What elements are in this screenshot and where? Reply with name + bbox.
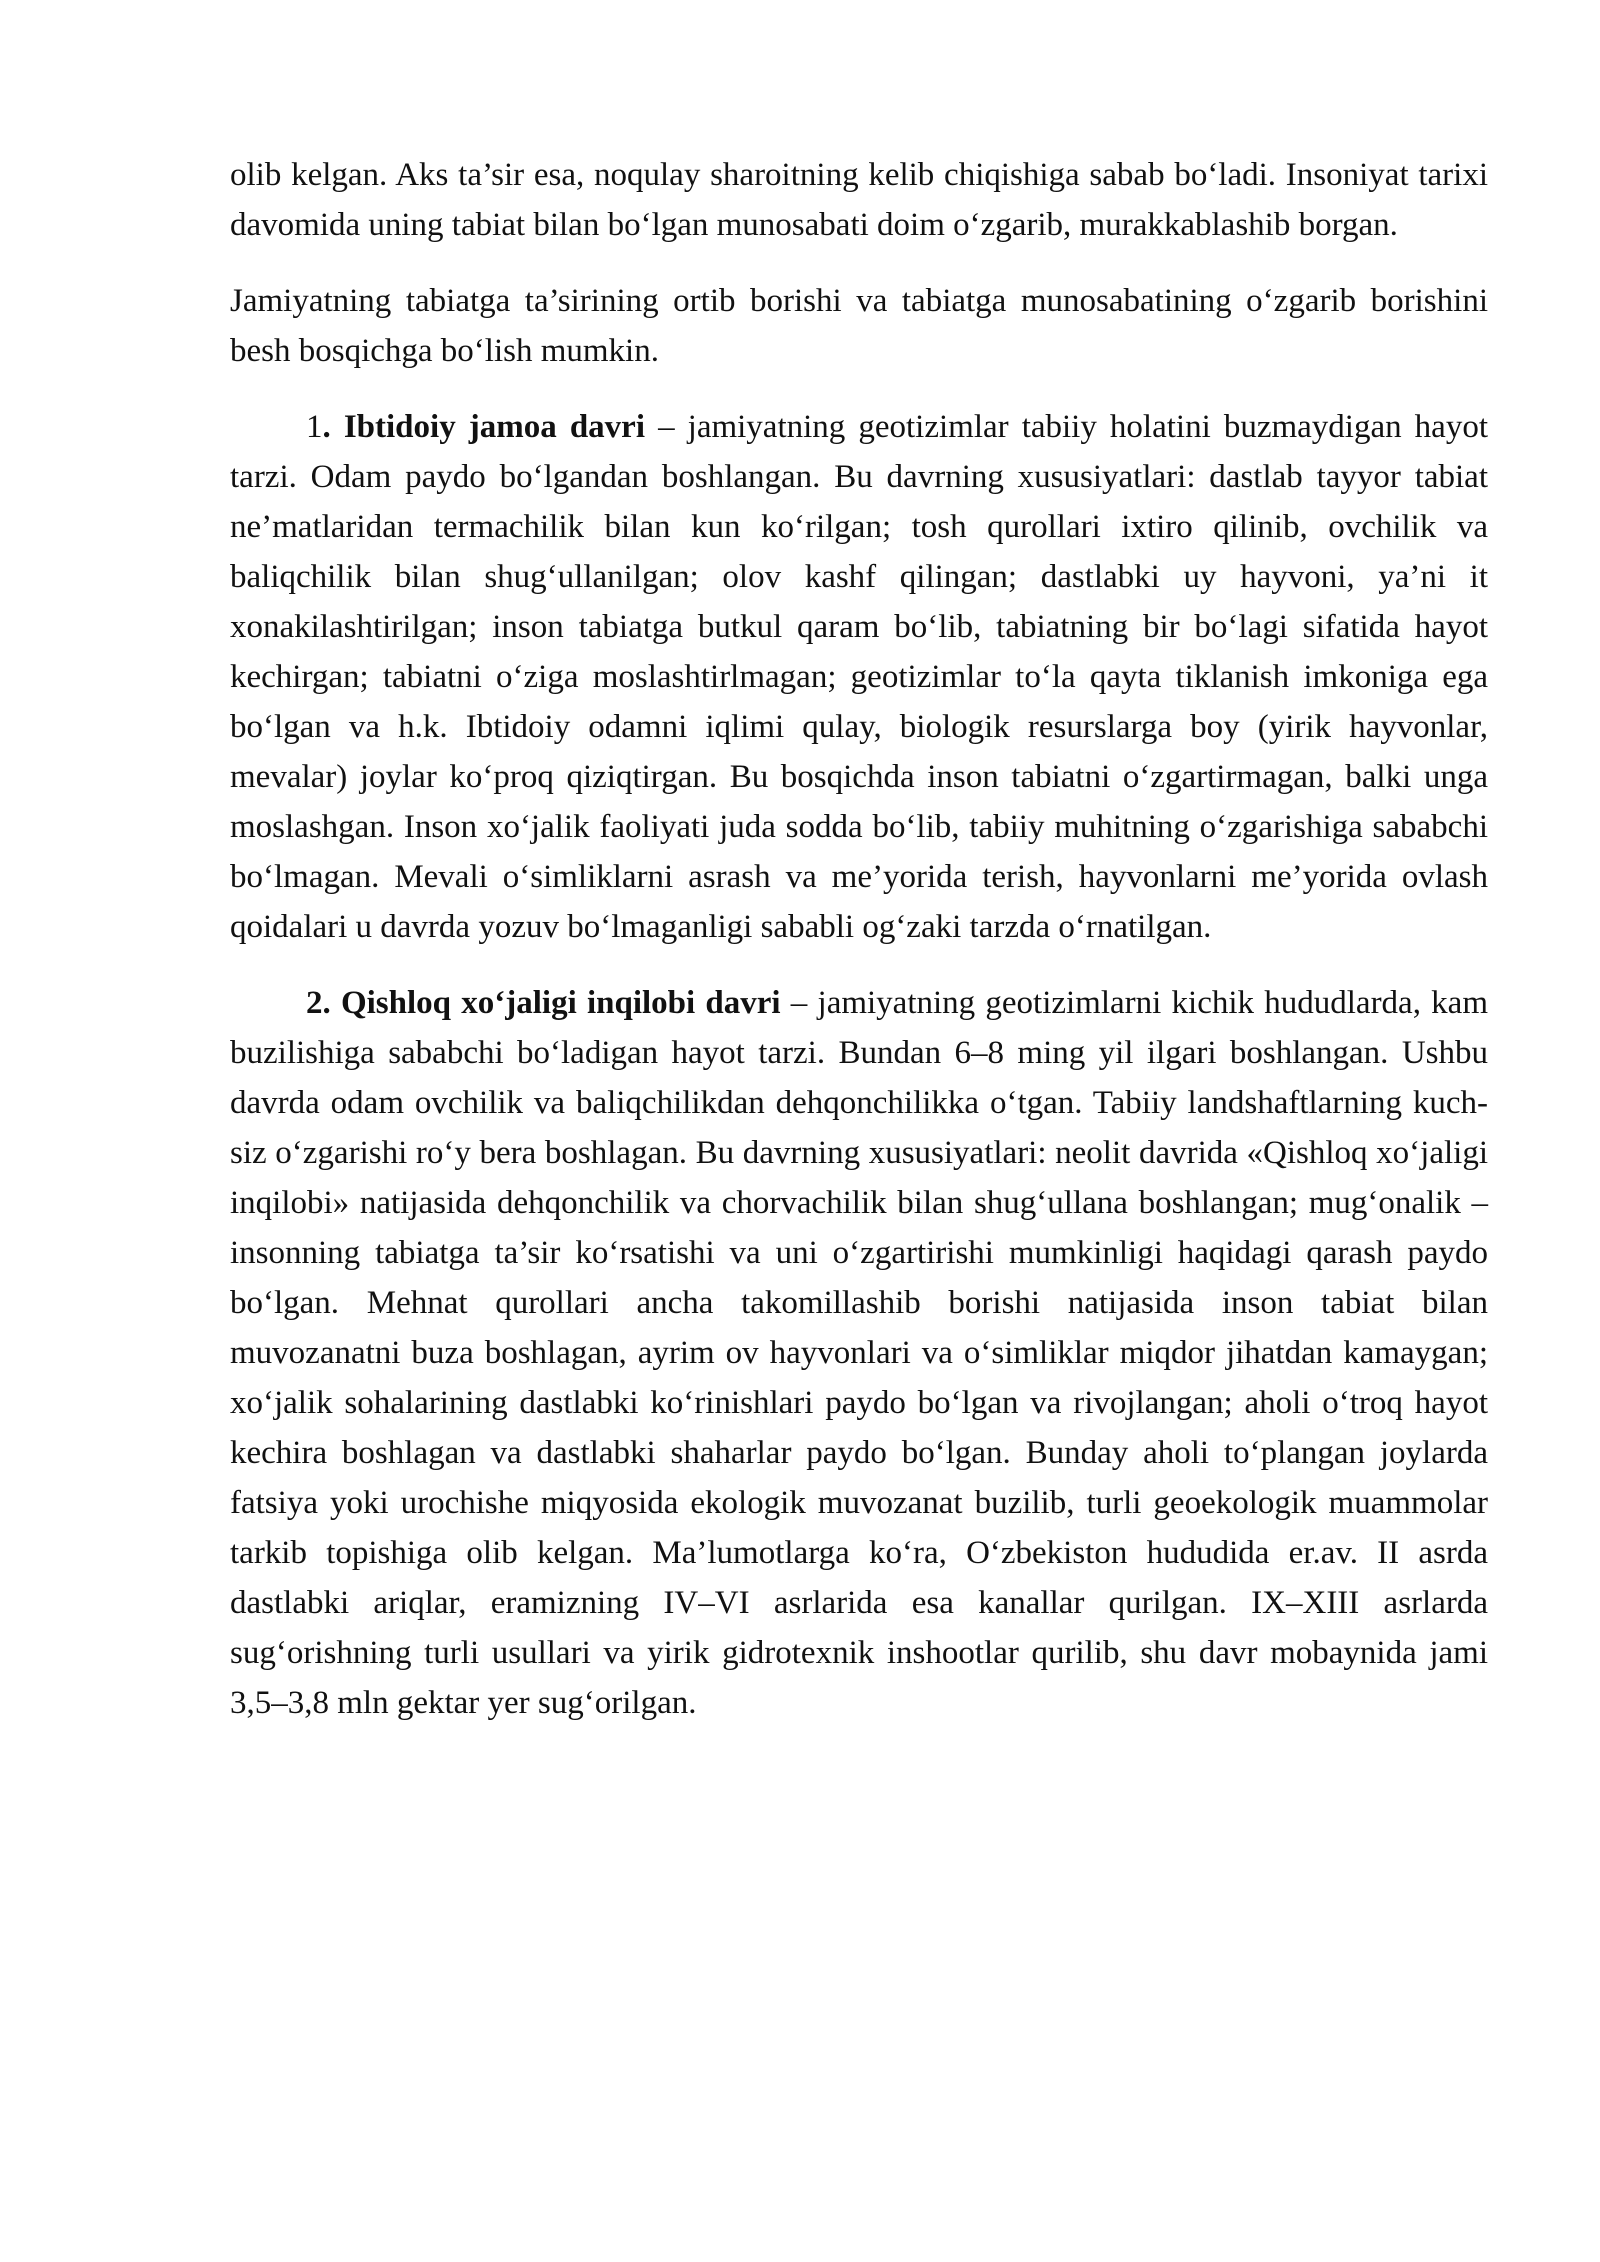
paragraph-intro-continuation: olib kelgan. Aks ta’sir esa, noqulay sharoitning kelib chiqishiga sabab bo‘ladi. Insoniyat tarixi davomida uning tabiat bilan bo‘lgan munosabati doim o‘zgarib, murakkablashib borgan.: [230, 157, 1488, 243]
stage-1-number: 1: [306, 409, 323, 445]
stage-1-body: – jamiyatning geotizimlar tabiiy holatini buzmaydigan hayot tarzi. Odam paydo bo‘lgandan boshlangan. Bu davrning xususiyatlari: dastlab tayyor tabiat ne’matlaridan termachilik bilan kun ko‘rilgan; tosh qurollari ixtiro qilinib, ovchilik va baliqchilik bilan shug‘ullanilgan; olov kashf qilingan; dastlabki uy hayvoni, ya’ni it xonakilashtirilgan; inson tabiatga butkul qaram bo‘lib, tabiatning bir bo‘lagi sifatida hayot kechirgan; tabiatni o‘ziga moslashtirlmagan; geotizimlar to‘la qayta tiklanish imkoniga ega bo‘lgan va h.k. Ibtidoiy odamni iqlimi qulay, biologik resurslarga boy (yirik hayvonlar, mevalar) joylar ko‘proq qiziqtirgan. Bu bosqichda inson tabiatni o‘zgartirmagan, balki unga moslashgan. Inson xo‘jalik faoliyati juda sodda bo‘lib, tabiiy muhitning o‘zgarishiga sababchi bo‘lmagan. Mevali o‘simliklarni asrash va me’yorida terish, hayvonlarni me’yorida ovlash qoidalari u davrda yozuv bo‘lmaganligi sababli og‘zaki tarzda o‘rnatilgan.: [230, 409, 1488, 945]
stage-1-heading: . Ibtidoiy jamoa davri: [322, 409, 645, 445]
stage-2-body: – jamiyatning geotizimlarni kichik hududlarda, kam buzilishiga sababchi bo‘ladigan hayot tarzi. Bundan 6–8 ming yil ilgari boshlangan. Ushbu davrda odam ovchilik va baliqchilikdan dehqonchilikka o‘tgan. Tabiiy landshaftlarning kuch- siz o‘zgarishi ro‘y bera boshlagan. Bu davrning xususiyatlari: neolit davrida «Qishloq xo‘jaligi inqilobi» natijasida dehqonchilik va chorvachilik bilan shug‘ullana boshlangan; mug‘onalik – insonning tabiatga ta’sir ko‘rsatishi va uni o‘zgartirishi mumkinligi haqidagi qarash paydo bo‘lgan. Mehnat qurollari ancha takomillashib borishi natijasida inson tabiat bilan muvozanatni buza boshlagan, ayrim ov hayvonlari va o‘simliklar miqdor jihatdan kamaygan; xo‘jalik sohalarining dastlabki ko‘rinishlari paydo bo‘lgan va rivojlangan; aholi o‘troq hayot kechira boshlagan va dastlabki shaharlar paydo bo‘lgan. Bunday aholi to‘plangan joylarda fatsiya yoki urochishe miqyosida ekologik muvozanat buzilib, turli geoekologik muammolar tarkib topishiga olib kelgan. Ma’lumotlarga ko‘ra, O‘zbekiston hududida er.av. II asrda dastlabki ariqlar, eramizning IV–VI asrlarida esa kanallar qurilgan. IX–XIII asrlarda sug‘orishning turli usullari va yirik gidrotexnik inshootlar qurilib, shu davr mobaynida jami 3,5–3,8 mln gektar yer sug‘orilgan.: [230, 985, 1488, 1721]
document-page: [230, 150, 1488, 1754]
stage-2-heading: 2. Qishloq xo‘jaligi inqilobi davri: [306, 985, 781, 1021]
paragraph-five-stages: Jamiyatning tabiatga ta’sirining ortib borishi va tabiatga munosabatining o‘zgarib borishini besh bosqichga bo‘lish mumkin.: [230, 283, 1488, 369]
paragraph-stage-2: [230, 978, 1488, 1728]
paragraph-stage-1: [230, 402, 1488, 952]
